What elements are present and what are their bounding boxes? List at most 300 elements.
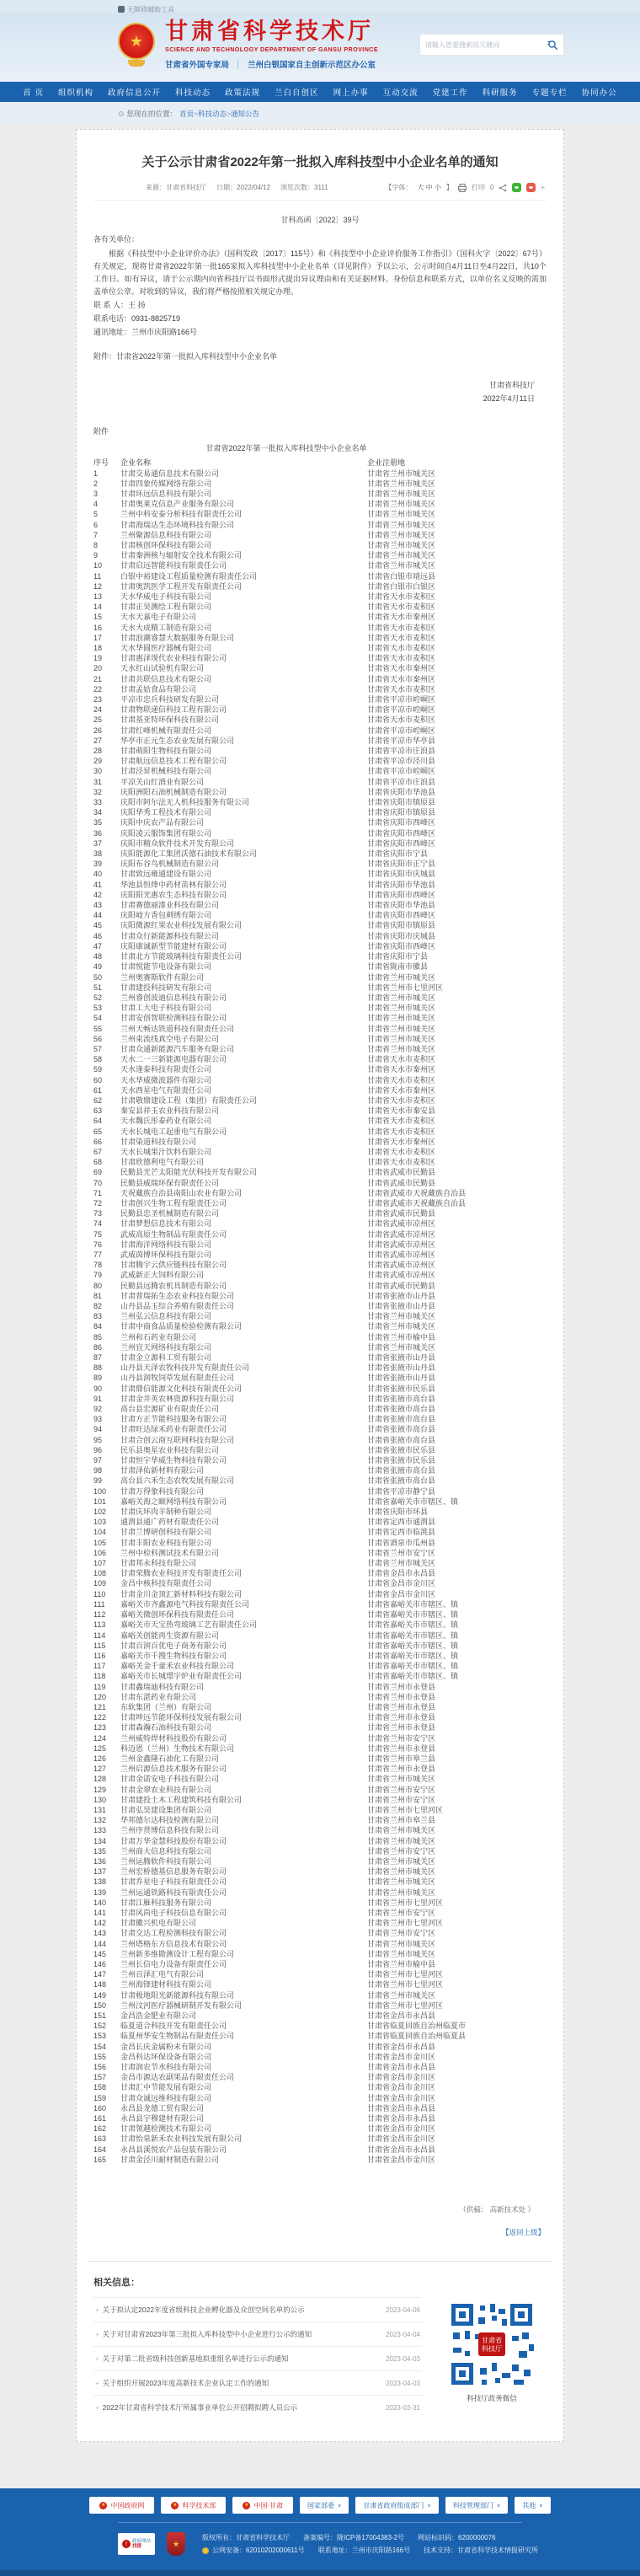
copyright-block: [202, 2531, 538, 2557]
cell-index: 27: [93, 736, 103, 745]
cell-location: 甘肃省天水市麦积区: [367, 1075, 436, 1084]
cell-location: 甘肃省天水市秦安县: [367, 1106, 436, 1116]
table-row: [93, 1424, 547, 1434]
print-label[interactable]: 打印: [471, 184, 485, 192]
cell-index: 45: [93, 921, 103, 930]
cell-location: 甘肃省兰州市城关区: [367, 551, 436, 560]
cell-index: 36: [93, 828, 103, 838]
cell-location: 甘肃省平凉市崆峒区: [367, 767, 436, 776]
cell-location: 甘肃省兰州市城关区: [367, 1939, 436, 1948]
cell-company-name: 甘肃欣德利电气有限公司: [120, 1158, 205, 1167]
site-title: 甘肃省科学技术厅: [165, 19, 374, 44]
nav-item-7[interactable]: 网上办事: [333, 88, 369, 99]
cell-index: 99: [93, 1476, 103, 1486]
cell-index: 63: [93, 1106, 103, 1116]
cell-location: 甘肃省庆阳市西峰区: [367, 941, 436, 951]
cell-company-name: 嘉峪关市齐鑫源电气科技有限责任公司: [120, 1599, 250, 1609]
cell-company-name: 兰州启源信息技术服务有限公司: [120, 1765, 227, 1774]
government-shield-badge[interactable]: [167, 2532, 185, 2556]
cell-location: 甘肃省天水市麦积区: [367, 1117, 436, 1126]
cell-company-name: 甘肃旺达绿禾药业有限责任公司: [120, 1425, 227, 1434]
related-item: [93, 2370, 422, 2395]
cell-company-name: 天水华威电子科技有限公司: [120, 592, 212, 601]
cell-index: 103: [93, 1518, 107, 1527]
footer-link-3[interactable]: [232, 2497, 293, 2514]
related-item-link[interactable]: 2022年甘肃省科学技术厅所属事业单位公开招聘拟聘人员公示: [102, 2403, 298, 2413]
related-item-link[interactable]: 关于对第二批省级科技创新基地拟重组名单进行公示的通知: [102, 2354, 289, 2364]
mini-emblem-icon: ★: [101, 2503, 106, 2509]
cell-location: 甘肃省兰州市城关区: [367, 479, 436, 488]
font-size-option-3[interactable]: 小: [434, 184, 441, 192]
table-row: [93, 1620, 547, 1630]
cell-location: 甘肃省武威市民勤县: [367, 1178, 436, 1187]
table-row: [93, 1270, 547, 1280]
nav-item-8[interactable]: 互动交流: [382, 88, 419, 99]
nav-item-1[interactable]: 首 页: [23, 88, 44, 99]
cell-index: 16: [93, 623, 103, 632]
cell-location: 甘肃省兰州市皋兰县: [367, 1816, 436, 1825]
cell-company-name: 天水长城电工起重电气有限公司: [120, 1127, 227, 1136]
table-row: [93, 550, 547, 560]
cell-index: 83: [93, 1312, 103, 1321]
breadcrumb-link-1[interactable]: 首页: [179, 110, 195, 119]
cell-location: 甘肃省庆阳市宁县: [367, 952, 429, 961]
font-size-option-2[interactable]: 中: [425, 184, 433, 192]
cell-location: 甘肃省兰州市城关区: [367, 1034, 436, 1043]
table-row: [93, 910, 547, 920]
cell-company-name: 天水天嘉电子有限公司: [120, 613, 197, 622]
cell-company-name: 甘肃万得象科技有限公司: [120, 1486, 205, 1496]
byline: （供稿： 高新技术处 ）: [459, 2205, 535, 2215]
footer-dropdown-3[interactable]: [445, 2497, 508, 2514]
cell-location: 甘肃省兰州市城关区: [367, 530, 436, 539]
cell-location: 甘肃省平凉市庄浪县: [367, 747, 436, 756]
nav-item-6[interactable]: 兰白自创区: [275, 88, 319, 99]
attachment-reference: 附件：甘肃省2022年第一批拟入库科技型中小企业名单: [93, 352, 278, 361]
table-row: [93, 817, 547, 827]
cell-index: 23: [93, 695, 103, 704]
cell-index: 64: [93, 1117, 103, 1126]
table-row: [93, 1743, 547, 1754]
website-error-report-badge[interactable]: [118, 2533, 155, 2555]
breadcrumb-link-3[interactable]: 通知公告: [231, 110, 260, 119]
cell-index: 46: [93, 931, 103, 940]
accessibility-label: 无障碍辅助工具: [127, 5, 174, 13]
cell-location: 甘肃省兰州市七里河区: [367, 1805, 444, 1814]
table-row: [93, 1137, 547, 1147]
cell-index: 110: [93, 1589, 106, 1599]
cell-index: 18: [93, 644, 103, 652]
cell-company-name: 甘肃金泾川耐材制造有限公司: [120, 2155, 220, 2164]
cell-company-name: 甘肃海洋网络科技有限公司: [120, 1240, 212, 1249]
cell-index: 2: [93, 479, 99, 488]
table-row: [93, 1558, 547, 1568]
cell-index: 146: [93, 1960, 107, 1968]
cell-location: 甘肃省天水市麦积区: [367, 1095, 436, 1105]
table-row: [93, 1332, 547, 1342]
cell-location: 甘肃省兰州市城关区: [367, 1322, 436, 1331]
back-to-parent-link[interactable]: 【返回上级】: [501, 2228, 545, 2237]
cell-company-name: 金昌中核科技有限责任公司: [120, 1579, 212, 1588]
nav-item-9[interactable]: 党建工作: [432, 88, 468, 99]
cell-index: 143: [93, 1929, 107, 1938]
cell-location: 甘肃省兰州市七里河区: [367, 1970, 444, 1979]
table-row: [93, 2123, 547, 2134]
table-row: [93, 2052, 547, 2062]
cell-company-name: 甘肃汇中节能发展有限公司: [120, 2083, 212, 2092]
copyright-line-1: 版权所有：甘肃省科学技术厅 备案编号：陇ICP备17004383-2号 网站标识码：6200000076: [202, 2534, 496, 2542]
cell-index: 100: [93, 1486, 107, 1496]
table-row: [93, 1414, 547, 1424]
cell-location: 甘肃省庆阳市庆城县: [367, 870, 436, 879]
cell-location: 甘肃省白银市靖远县: [367, 571, 436, 581]
table-row: [93, 509, 547, 519]
cell-company-name: 甘肃东湛药业有限公司: [120, 1692, 197, 1701]
cell-company-name: 兰州威特焊材科技股份有限公司: [120, 1733, 227, 1743]
cell-company-name: 庆阳市精众软件技术开发有限公司: [120, 838, 235, 848]
cell-company-name: 山丹县品玉综合养殖有限责任公司: [120, 1302, 235, 1310]
cell-location: 甘肃省兰州市城关区: [367, 1044, 436, 1053]
cell-index: 117: [93, 1662, 106, 1671]
table-row: [93, 900, 547, 910]
cell-location: 甘肃省兰州市城关区: [367, 1559, 436, 1568]
cell-location: 甘肃省金昌市永昌县: [367, 2042, 436, 2051]
table-row: [93, 1455, 547, 1465]
cell-company-name: 嘉峪关海之颐网络科技有限公司: [120, 1497, 227, 1506]
table-row: [93, 1435, 547, 1445]
cell-company-name: 民勤县威瑞环保有限责任公司: [120, 1178, 220, 1187]
cell-index: 48: [93, 952, 103, 961]
table-row: [93, 1599, 547, 1609]
cell-company-name: 科迈恩（兰州）生物技术有限公司: [120, 1743, 235, 1753]
table-row: [93, 1291, 547, 1301]
cell-company-name: 庆阳康诚新型节能建材有限公司: [120, 941, 227, 951]
cell-index: 92: [93, 1405, 103, 1414]
cell-company-name: 天祝藏族自治县南阳山农业有限公司: [120, 1188, 243, 1197]
cell-location: 甘肃省张掖市高台县: [367, 1394, 436, 1403]
cell-company-name: 甘肃建投土木工程建筑科技有限公司: [120, 1795, 243, 1804]
salutation: 各有关单位：: [93, 235, 140, 244]
footer-bottom-strip: [0, 2570, 640, 2576]
nav-item-3[interactable]: 政府信息公开: [108, 88, 162, 99]
cell-index: 35: [93, 818, 103, 827]
footer-dropdown-1[interactable]: [300, 2497, 349, 2514]
table-row: [93, 2155, 547, 2165]
table-row: [93, 469, 547, 479]
cell-location: 甘肃省兰州市城关区: [367, 1024, 436, 1033]
cell-index: 127: [93, 1765, 107, 1774]
accessibility-tool-link[interactable]: [118, 5, 174, 14]
related-item-marker: +: [95, 2379, 99, 2387]
cell-location: 甘肃省武威市凉州区: [367, 1229, 436, 1239]
table-row: [93, 2021, 547, 2031]
cell-index: 147: [93, 1970, 107, 1979]
cell-company-name: 甘肃极地阳光新能源科技有限公司: [120, 1990, 235, 2000]
footer-dropdown-label: 国家部委: [307, 2501, 335, 2509]
table-row: [93, 1116, 547, 1126]
cell-company-name: 庆阳阳光惠农生态科技有限公司: [120, 890, 227, 899]
table-row: [93, 1075, 547, 1085]
cell-company-name: 甘肃泽佑新材料有限公司: [120, 1466, 205, 1475]
cell-location: 甘肃省酒泉市瓜州县: [367, 1538, 436, 1547]
table-row: [93, 2000, 547, 2011]
cell-index: 19: [93, 654, 103, 663]
cell-index: 125: [93, 1743, 107, 1753]
qr-caption: 科技厅政务微信: [467, 2394, 517, 2403]
footer-dropdown-2[interactable]: [355, 2497, 438, 2514]
cell-index: 30: [93, 767, 103, 776]
related-item-link[interactable]: 关于组织开展2023年度高新技术企业认定工作的通知: [102, 2379, 269, 2388]
cell-index: 29: [93, 757, 103, 766]
breadcrumb-link-2[interactable]: 科技动态: [198, 110, 227, 119]
cell-index: 58: [93, 1055, 103, 1064]
share-icon[interactable]: [499, 184, 507, 192]
font-size-controls: [417, 183, 440, 192]
search-box: [419, 34, 564, 56]
cell-company-name: 天水华圆医疗器械有限公司: [120, 644, 212, 652]
related-item-link[interactable]: 关于拟认定2022年度省级科技企业孵化器及众创空间名单的公示: [102, 2306, 305, 2315]
cell-company-name: 甘肃悦能节电设备有限公司: [120, 962, 212, 972]
table-row: [93, 1969, 547, 1979]
table-row: [93, 746, 547, 756]
cell-company-name: 甘肃润农节水科技有限公司: [120, 2063, 212, 2072]
cell-index: 119: [93, 1682, 106, 1691]
cell-location: 甘肃省兰州市城关区: [367, 489, 436, 498]
search-button[interactable]: [547, 40, 558, 51]
cell-location: 甘肃省天水市麦积区: [367, 1127, 436, 1136]
cell-location: 甘肃省天水市麦积区: [367, 1147, 436, 1156]
nav-item-5[interactable]: 政策法规: [225, 88, 261, 99]
cell-index: 67: [93, 1147, 103, 1156]
cell-location: 甘肃省张掖市高台县: [367, 1435, 436, 1444]
cell-company-name: 庆阳微源红果农业科技发展有限公司: [120, 921, 243, 930]
cell-company-name: 兰州天畅达铁道科技有限责任公司: [120, 1024, 235, 1033]
cell-index: 69: [93, 1168, 103, 1177]
cell-company-name: 甘肃红峰机械有限责任公司: [120, 726, 212, 735]
table-row: [93, 2145, 547, 2155]
table-row: [93, 643, 547, 653]
table-row: [93, 951, 547, 961]
table-row: [93, 1311, 547, 1321]
cell-index: 104: [93, 1528, 107, 1537]
breadcrumb-separator: >: [194, 110, 199, 119]
cell-location: 甘肃省张掖市山丹县: [367, 1363, 436, 1373]
cell-location: 甘肃省兰州市永登县: [367, 1713, 436, 1722]
related-item: [93, 2346, 422, 2370]
cell-company-name: 甘肃金井英农林资源科技有限公司: [120, 1394, 235, 1403]
cell-company-name: 武威茵博环保科技有限公司: [120, 1250, 212, 1259]
cell-location: 甘肃省庆阳市环县: [367, 1508, 429, 1517]
cell-index: 65: [93, 1127, 103, 1136]
cell-index: 123: [93, 1723, 107, 1733]
cell-location: 甘肃省兰州市永登县: [367, 1765, 436, 1774]
table-row: [93, 1918, 547, 1928]
cell-index: 106: [93, 1548, 107, 1557]
footer-dropdown-4[interactable]: [515, 2497, 550, 2514]
cell-location: 甘肃省平凉市泾川县: [367, 757, 436, 766]
cell-company-name: 武威高原生物制品有限责任公司: [120, 1229, 227, 1239]
table-row: [93, 1836, 547, 1846]
cell-company-name: 庆阳能源化工集团沃德石油技术有限公司: [120, 849, 258, 859]
cell-index: 115: [93, 1641, 106, 1650]
nav-item-4[interactable]: 科技动态: [175, 88, 211, 99]
nav-item-2[interactable]: 组织机构: [57, 88, 93, 99]
cell-company-name: 华池县恒烽中药材苗林有限公司: [120, 880, 227, 889]
document-number: 甘科高函〔2022〕39号: [280, 216, 360, 225]
cell-location: 甘肃省金昌市永昌县: [367, 1569, 436, 1578]
font-size-option-1[interactable]: 大: [417, 184, 424, 192]
cell-company-name: 兰州中科安泰分析科技有限责任公司: [120, 510, 243, 519]
cell-index: 9: [93, 551, 99, 560]
table-row: [93, 1167, 547, 1177]
cell-index: 33: [93, 798, 103, 807]
cell-company-name: 甘肃风尚电子科技信息有限公司: [120, 1908, 227, 1917]
footer-link-2[interactable]: [161, 2497, 226, 2514]
table-row: [93, 1712, 547, 1722]
cell-index: 97: [93, 1456, 103, 1465]
cell-company-name: 嘉峪关微创环保科技有限责任公司: [120, 1610, 235, 1620]
nav-item-12[interactable]: 协同办公: [581, 88, 617, 99]
cell-location: 甘肃省兰州市七里河区: [367, 1898, 444, 1907]
table-row: [93, 1394, 547, 1404]
print-icon[interactable]: [458, 184, 467, 192]
cell-index: 42: [93, 890, 103, 899]
table-row: [93, 540, 547, 550]
cell-company-name: 民勤县远腾农机具制造有限公司: [120, 1281, 227, 1290]
nav-item-11[interactable]: 专题专栏: [531, 88, 568, 99]
weibo-share-icon[interactable]: [526, 183, 536, 192]
cell-index: 55: [93, 1024, 103, 1033]
cell-company-name: 庆阳布谷鸟机械制造有限公司: [120, 860, 220, 869]
shield-star-icon: ★: [172, 2539, 180, 2548]
cell-location: 甘肃省金昌市金川区: [367, 2134, 436, 2144]
cell-company-name: 金昌浩金肥业有限公司: [120, 2011, 197, 2021]
cell-location: 甘肃省金昌市金川区: [367, 2155, 436, 2164]
cell-company-name: 兰州海锋建材科技有限公司: [120, 1980, 212, 1990]
table-header-row: [93, 458, 547, 468]
table-row: [93, 1240, 547, 1250]
cell-company-name: 甘肃中商食品质量检验检测有限公司: [120, 1322, 243, 1331]
table-row: [93, 1733, 547, 1743]
cell-company-name: 兰州宏桥德基信息服务有限公司: [120, 1867, 227, 1877]
nav-item-10[interactable]: 科研服务: [482, 88, 518, 99]
cell-index: 144: [93, 1939, 107, 1948]
cell-company-name: 甘肃共联信息技术有限公司: [120, 674, 212, 683]
meta-right: [385, 183, 545, 192]
table-row: [93, 766, 547, 776]
cell-index: 76: [93, 1240, 103, 1249]
table-row: [93, 1856, 547, 1866]
cell-company-name: 天水二一三新能源电器有限公司: [120, 1055, 227, 1064]
cell-company-name: 甘肃领越检测技术有限公司: [120, 2124, 212, 2134]
related-item-link[interactable]: 关于对甘肃省2023年第三批拟入库科技型中小企业进行公示的通知: [102, 2330, 312, 2339]
cell-company-name: 嘉峪关市长城璟宇炉业有限责任公司: [120, 1672, 243, 1681]
cell-index: 81: [93, 1291, 103, 1300]
cell-index: 10: [93, 561, 103, 570]
cell-index: 87: [93, 1353, 103, 1363]
cell-index: 61: [93, 1085, 103, 1095]
cell-company-name: 甘肃奥凯医学工程开发有限责任公司: [120, 581, 243, 591]
cell-index: 139: [93, 1888, 107, 1897]
article-body: [93, 233, 547, 2239]
table-row: [93, 726, 547, 736]
cell-index: 13: [93, 592, 103, 601]
cell-company-name: 永昌县溪悦农产品包装有限公司: [120, 2145, 227, 2154]
table-row: [93, 1465, 547, 1475]
cell-company-name: 甘肃鼎信能源文化科技有限责任公司: [120, 1384, 243, 1393]
cell-location: 甘肃省天水市麦积区: [367, 1158, 436, 1167]
cell-index: 152: [93, 2022, 107, 2031]
table-row: [93, 1486, 547, 1497]
cell-location: 甘肃省武威市民勤县: [367, 1281, 436, 1290]
table-row: [93, 1054, 547, 1064]
cell-company-name: 甘肃兰博研创科技有限公司: [120, 1528, 212, 1537]
cell-index: 38: [93, 849, 103, 859]
cell-company-name: 金昌长庆金属粉末有限公司: [120, 2042, 212, 2051]
cell-company-name: 华亭市正元生态农业发展有限公司: [120, 736, 235, 745]
cell-location: 甘肃省兰州市城关区: [367, 561, 436, 570]
search-area: [419, 34, 564, 56]
cell-index: 31: [93, 777, 103, 786]
breadcrumb-links: [179, 109, 259, 119]
search-input[interactable]: [425, 41, 547, 49]
table-row: [93, 1888, 547, 1898]
cell-index: 44: [93, 911, 103, 920]
cell-company-name: 甘肃金立源科工贸有限公司: [120, 1353, 212, 1363]
cell-location: 甘肃省临夏回族自治州临夏市: [367, 2022, 467, 2031]
cell-location: 甘肃省兰州市安宁区: [367, 1548, 436, 1557]
cell-index: 53: [93, 1004, 103, 1013]
cell-index: 149: [93, 1990, 107, 2000]
table-row: [93, 2011, 547, 2021]
cell-index: 82: [93, 1302, 103, 1310]
more-share-button[interactable]: +: [541, 184, 545, 192]
emblem-circle: [118, 23, 155, 60]
cell-location: 甘肃省平凉市华亭县: [367, 736, 436, 745]
table-row: [93, 869, 547, 879]
cell-company-name: 庆阳市阿尔法无人机科技服务有限公司: [120, 798, 250, 807]
cell-location: 甘肃省兰州市安宁区: [367, 1846, 436, 1856]
site-subtitle: [165, 58, 378, 70]
cell-company-name: 兰州金鑫隆石油化工有限公司: [120, 1754, 220, 1763]
cell-location: 甘肃省嘉峪关市市辖区、镇: [367, 1651, 459, 1660]
cell-company-name: 武威新正大饲料有限公司: [120, 1271, 205, 1280]
cell-location: 甘肃省庆阳市华池县: [367, 880, 436, 889]
table-row: [93, 1342, 547, 1352]
footer-dropdown-label: 甘肃省政府组成部门: [363, 2501, 424, 2509]
cell-location: 甘肃省兰州市城关区: [367, 540, 436, 549]
table-row: [93, 1321, 547, 1331]
wechat-share-icon[interactable]: [512, 183, 521, 192]
cell-location: 甘肃省天水市秦州区: [367, 664, 436, 673]
related-item-date: 2023-04-03: [386, 2379, 420, 2387]
cell-index: 22: [93, 684, 103, 694]
table-row: [93, 1908, 547, 1918]
table-row: [93, 1702, 547, 1712]
cell-company-name: 甘肃怡泉新禾农业科技发展有限公司: [120, 2134, 243, 2144]
site-brand: [118, 19, 378, 70]
cell-company-name: 甘肃萌阳生物科技有限公司: [120, 747, 212, 756]
cell-location: 甘肃省兰州市城关区: [367, 1312, 436, 1321]
table-row: [93, 1548, 547, 1558]
chevron-down-icon: ∨: [338, 2503, 342, 2509]
cell-company-name: 甘肃森瀚石油科技有限公司: [120, 1723, 212, 1733]
cell-index: 164: [93, 2145, 107, 2154]
table-row: [93, 674, 547, 684]
footer-link-1[interactable]: [89, 2497, 154, 2514]
table-row: [93, 1877, 547, 1887]
contact-line-2: 联系电话：0931-8825719: [93, 314, 181, 324]
